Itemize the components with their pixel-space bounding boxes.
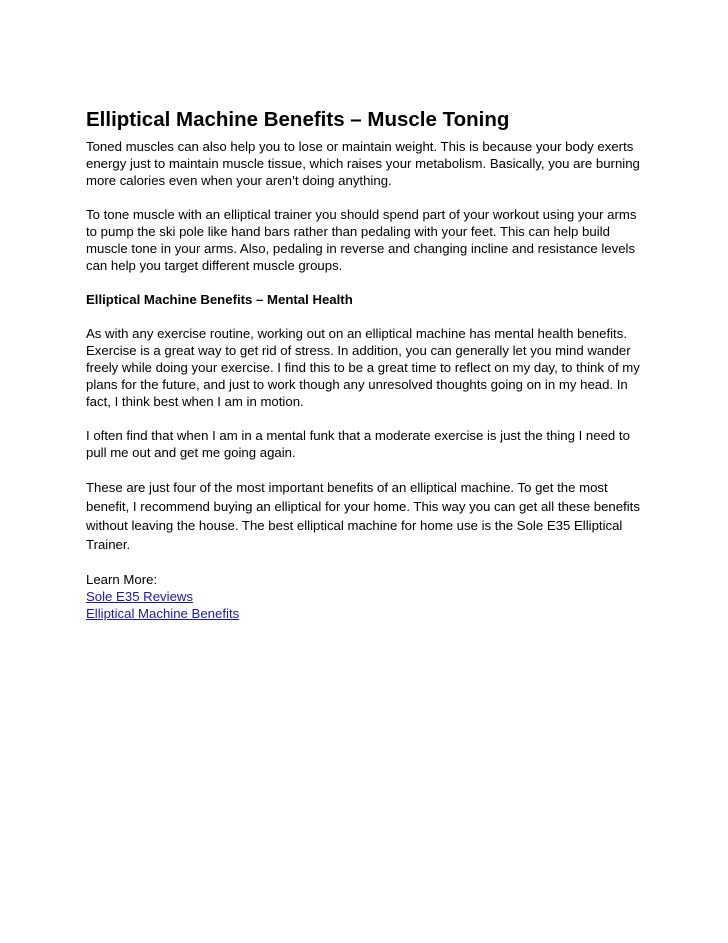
page-title: Elliptical Machine Benefits – Muscle Toning <box>86 108 510 131</box>
link-elliptical-machine-benefits[interactable]: Elliptical Machine Benefits <box>86 606 240 621</box>
paragraph-muscle-toning-intro: Toned muscles can also help you to lose or maintain weight. This is because your body exerts energy just to maintain muscle tissue, which raises your metabolism. Basically, you are burning more calories even when your aren’t doing anything. <box>86 139 640 188</box>
link-sole-e35-reviews[interactable]: Sole E35 Reviews <box>86 589 194 604</box>
paragraph-mental-funk: I often find that when I am in a mental funk that a moderate exercise is just the thing I need to pull me out and get me going again. <box>86 428 630 460</box>
spacer <box>86 189 646 206</box>
spacer <box>86 410 646 427</box>
paragraph-mental-health: As with any exercise routine, working out on an elliptical machine has mental health benefits. Exercise is a great way to get rid of stress. In addition, you can generally let you mind wander freely while doing your exercise. I find this to be a great time to reflect on my day, to think of my plans for the future, and just to work though any unresolved thoughts going on in my head. In fact, I think best when I am in motion. <box>86 326 640 409</box>
paragraph-conclusion: These are just four of the most important benefits of an elliptical machine. To get the most benefit, I recommend buying an elliptical for your home. This way you can get all these benefits without leaving the house. The best elliptical machine for home use is the Sole E35 Elliptical Trainer. <box>86 480 640 552</box>
learn-more-label: Learn More: <box>86 572 158 587</box>
spacer <box>86 554 646 571</box>
spacer <box>86 461 646 478</box>
spacer <box>86 274 646 291</box>
document-page <box>86 108 646 622</box>
spacer <box>86 308 646 325</box>
section-heading-mental-health: Elliptical Machine Benefits – Mental Health <box>86 292 353 307</box>
paragraph-arm-toning: To tone muscle with an elliptical trainer you should spend part of your workout using your arms to pump the ski pole like hand bars rather than pedaling with your feet. This can help build muscle tone in your arms. Also, pedaling in reverse and changing incline and resistance levels can help you target different muscle groups. <box>86 207 637 273</box>
